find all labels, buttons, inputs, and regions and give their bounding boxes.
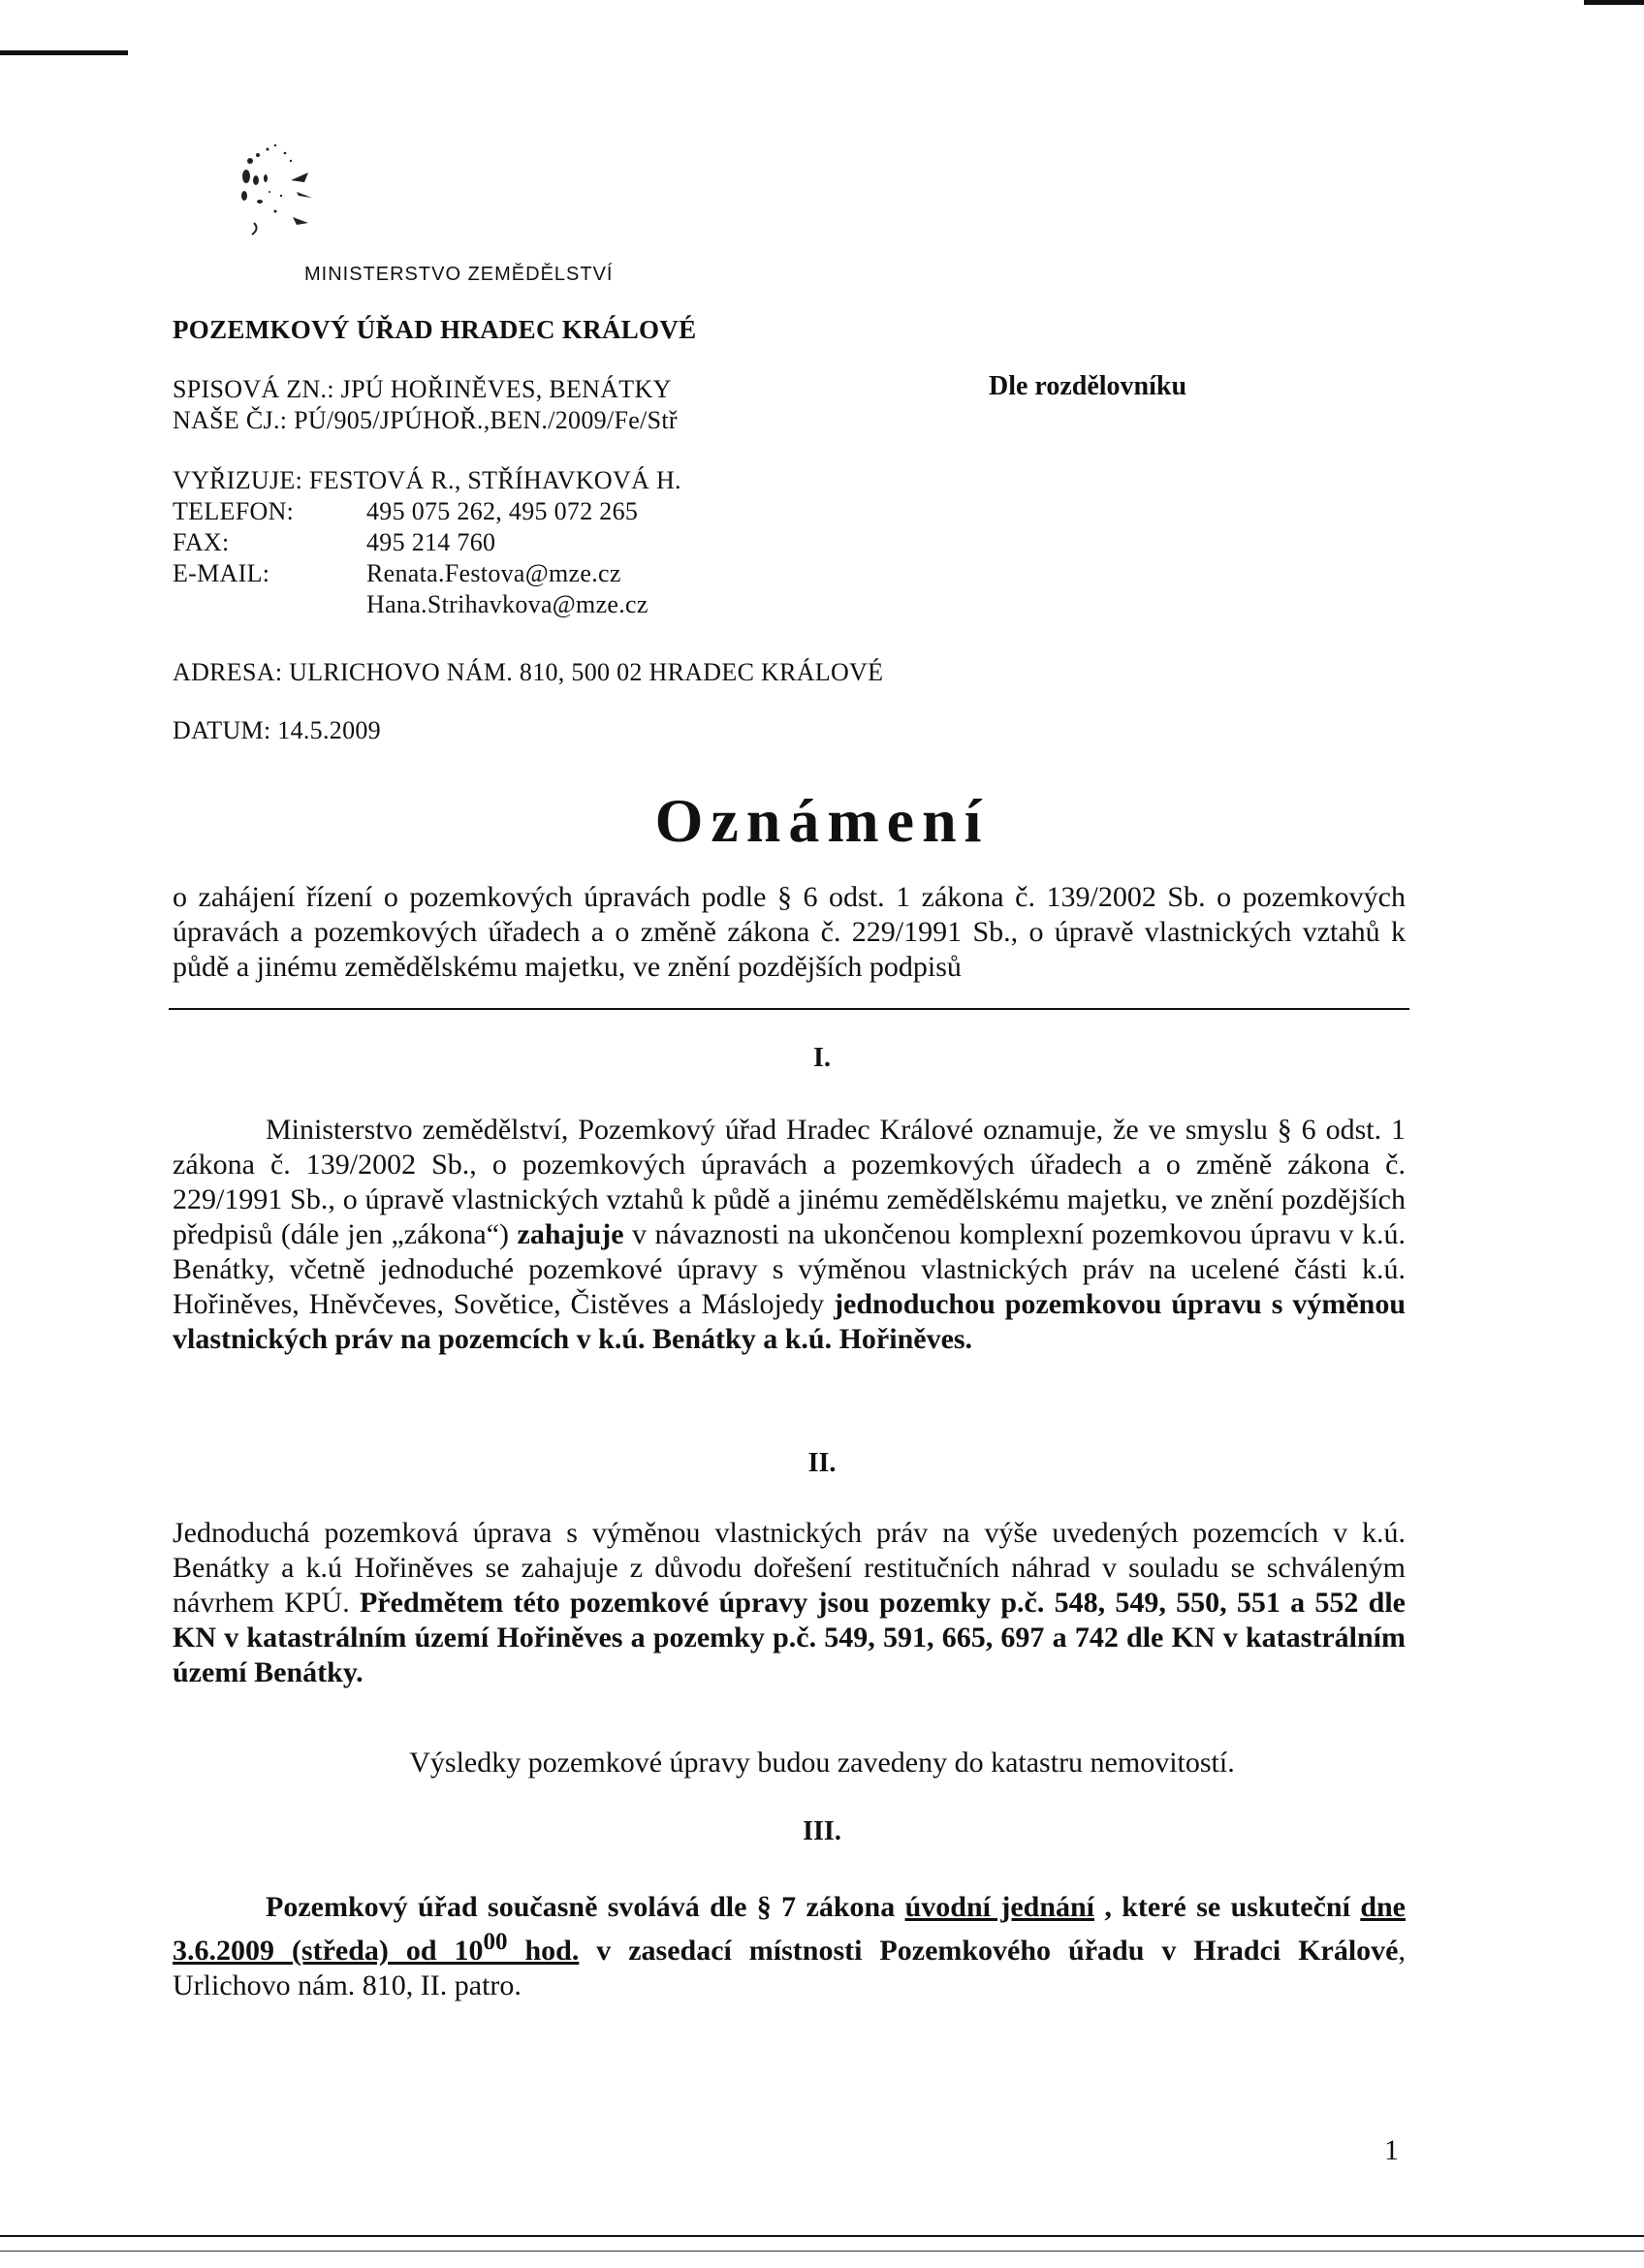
our-reference: NAŠE ČJ.: PÚ/905/JPÚHOŘ.,BEN./2009/Fe/Stř bbox=[173, 406, 678, 434]
footer-rule bbox=[0, 2235, 1644, 2237]
scan-mark bbox=[0, 50, 128, 55]
office-name: POZEMKOVÝ ÚŘAD HRADEC KRÁLOVÉ bbox=[173, 315, 697, 344]
divider bbox=[169, 1008, 1409, 1010]
ministry-logo-icon bbox=[231, 134, 347, 250]
date: DATUM: 14.5.2009 bbox=[173, 716, 381, 744]
email-label: E-MAIL: bbox=[173, 559, 270, 587]
email-value-1: Renata.Festova@mze.cz bbox=[366, 559, 621, 587]
subject-text: o zahájení řízení o pozemkových úpravách podle § 6 odst. 1 zákona č. 139/2002 Sb. o pozemkových úpravách a pozemkových úřadech a o změně zákona č. 229/1991 Sb., o úpravě vlastnických vztahů k půdě a jinému zemědělskému majetku, ve znění pozdějších podpisů bbox=[173, 881, 1406, 983]
address: ADRESA: ULRICHOVO NÁM. 810, 500 02 HRADEC KRÁLOVÉ bbox=[173, 658, 884, 686]
ministry-name: MINISTERSTVO ZEMĚDĚLSTVÍ bbox=[304, 264, 614, 285]
section-2-paragraph: Jednoduchá pozemková úprava s výměnou vlastnických práv na výše uvedených pozemcích v k.ú. Benátky a k.ú Hořiněves se zahajuje z důvodu dořešení restitučních náhrad v souladu se schváleným návrhem KPÚ. Předmětem této pozemkové úpravy jsou pozemky p.č. 548, 549, 550, 551 a 552 dle KN v katastrálním území Hořiněves a pozemky p.č. 549, 591, 665, 697 a 742 dle KN v katastrálním území Benátky. bbox=[173, 1517, 1406, 1688]
page-number: 1 bbox=[1384, 2134, 1399, 2166]
section-3-paragraph: Pozemkový úřad současně svolává dle § 7 zákona úvodní jednání , které se uskuteční dne 3.6.2009 (středa) od $10^{00}$ hod. v zasedací místnosti Pozemkového úřadu v Hradci Králové, Urlichovo nám. 810, II. patro. bbox=[173, 1891, 1407, 2001]
document-title: Oznámení bbox=[654, 786, 990, 855]
results-line: Výsledky pozemkové úpravy budou zavedeny do katastru nemovitostí. bbox=[409, 1747, 1235, 1779]
scan-mark bbox=[1584, 0, 1644, 5]
phone-value: 495 075 262, 495 072 265 bbox=[366, 497, 639, 525]
section-heading-3: III. bbox=[803, 1816, 841, 1846]
section-heading-1: I. bbox=[813, 1043, 831, 1073]
recipient: Dle rozdělovníku bbox=[989, 371, 1187, 401]
file-reference: SPISOVÁ ZN.: JPÚ HOŘINĚVES, BENÁTKY bbox=[173, 375, 672, 403]
fax-value: 495 214 760 bbox=[366, 528, 496, 556]
email-value-2: Hana.Strihavkova@mze.cz bbox=[366, 590, 648, 618]
fax-label: FAX: bbox=[173, 528, 230, 556]
handled-by: VYŘIZUJE: FESTOVÁ R., STŘÍHAVKOVÁ H. bbox=[173, 466, 681, 494]
phone-label: TELEFON: bbox=[173, 497, 295, 525]
section-1-paragraph: Ministerstvo zemědělství, Pozemkový úřad Hradec Králové oznamuje, že ve smyslu § 6 odst. 1 zákona č. 139/2002 Sb., o pozemkových úpravách a pozemkových úřadech a o změně zákona č. 229/1991 Sb., o úpravě vlastnických vztahů k půdě a jinému zemědělskému majetku, ve znění pozdějších předpisů (dále jen „zákona“) zahajuje v návaznosti na ukončenou komplexní pozemkovou úpravu v k.ú. Benátky, včetně jednoduché pozemkové úpravy s výměnou vlastnických práv na ucelené části k.ú. Hořiněves, Hněvčeves, Sovětice, Čistěves a Máslojedy jednoduchou pozemkovou úpravu s výměnou vlastnických práv na pozemcích v k.ú. Benátky a k.ú. Hořiněves. bbox=[173, 1114, 1407, 1355]
footer-rule bbox=[0, 2251, 1644, 2252]
section-heading-2: II. bbox=[807, 1448, 837, 1478]
